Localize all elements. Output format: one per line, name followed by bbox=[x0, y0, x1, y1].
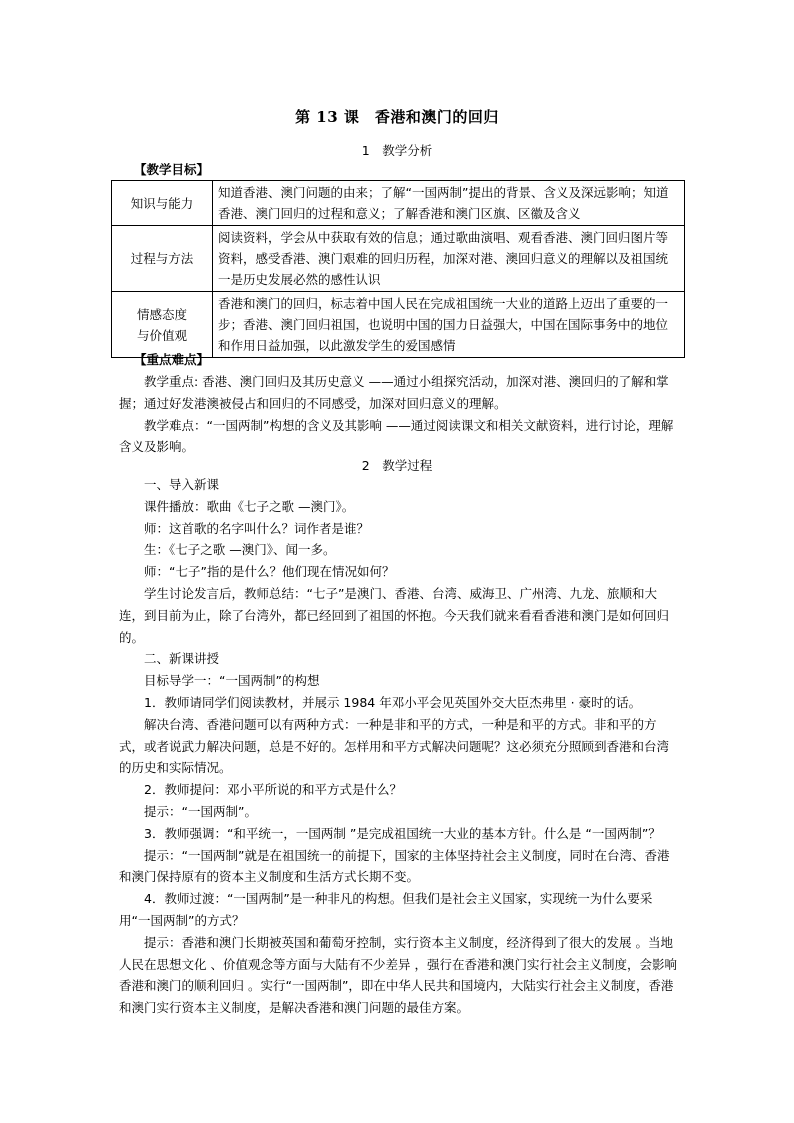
goals-head-emotion-line1: 情感态度 bbox=[136, 306, 187, 322]
goals-head-emotion bbox=[112, 292, 213, 358]
process-paragraph: 师：这首歌的名字叫什么？词作者是谁？ bbox=[144, 520, 370, 536]
table-row bbox=[112, 292, 685, 358]
process-paragraph: 提示：香港和澳门长期被英国和葡萄牙控制，实行资本主义制度，经济得到了很大的发展 。当地人民在思想文化 、价值观念等方面与大陆有不少差异 ，强行在香港和澳门实行社会主义制度，会影响香港和澳门的顺利回归 。实行“一国两制”，即在中华人民共和国境内，大陆实行社会主义制度，香港和澳门实行资本主义制度，是解决香港和澳门问题的最佳方案。 bbox=[119, 934, 677, 1016]
key-label: 【重点难点】 bbox=[134, 352, 210, 367]
process-paragraph: 1．教师请同学们阅读教材，并展示 1984 年邓小平会见英国外交大臣杰弗里 · 豪时的话。 bbox=[144, 694, 642, 710]
goals-head-emotion-line2: 与价值观 bbox=[136, 327, 187, 343]
section-heading-process: 2 教学过程 bbox=[361, 458, 433, 473]
process-paragraph: 提示：“一国两制”。 bbox=[144, 803, 257, 819]
goals-head-knowledge: 知识与能力 bbox=[112, 181, 213, 226]
goals-content-emotion: 香港和澳门的回归，标志着中国人民在完成祖国统一大业的道路上迈出了重要的一步；香港、澳门回归祖国，也说明中国的国力日益强大，中国在国际事务中的地位和作用日益加强，以此激发学生的爱国感情 bbox=[213, 292, 685, 358]
process-paragraph: 3．教师强调：“和平统一，一国两制 ”是完成祖国统一大业的基本方针。什么是 “一国两制”？ bbox=[144, 825, 661, 841]
goals-label: 【教学目标】 bbox=[134, 162, 210, 177]
process-paragraph: 师：“七子”指的是什么？他们现在情况如何？ bbox=[144, 564, 395, 580]
process-paragraph: 课件播放：歌曲《七子之歌 —澳门》。 bbox=[144, 498, 355, 514]
key-points-block bbox=[119, 371, 679, 458]
key-paragraph-focus: 教学重点: 香港、澳门回归及其历史意义 ——通过小组探究活动，加深对港、澳回归的了解和掌握；通过好发港澳被侵占和回归的不同感受，加深对回归意义的理解。 bbox=[119, 374, 669, 411]
section-heading-analysis: 1 教学分析 bbox=[361, 143, 433, 158]
key-paragraph-difficulty: 教学难点：“一国两制”构想的含义及其影响 ——通过阅读课文和相关文献资料，进行讨论，理解含义及影响。 bbox=[119, 417, 674, 455]
goals-content-process: 阅读资料，学会从中获取有效的信息；通过歌曲演唱、观看香港、澳门回归图片等资料，感受香港、澳门艰难的回归历程，加深对港、澳回归意义的理解以及祖国统一是历史发展必然的感性认识 bbox=[213, 226, 685, 292]
process-paragraph: 2．教师提问：邓小平所说的和平方式是什么？ bbox=[144, 782, 402, 798]
goals-head-process: 过程与方法 bbox=[112, 226, 213, 292]
process-paragraph: 一、导入新课 bbox=[144, 477, 220, 492]
table-row bbox=[112, 181, 685, 226]
process-block bbox=[119, 474, 679, 1019]
process-paragraph: 二、新课讲授 bbox=[144, 651, 220, 667]
process-paragraph: 学生讨论发言后，教师总结：“七子”是澳门、香港、台湾、威海卫、广州湾、九龙、旅顺和大连，到目前为止，除了台湾外，都已经回到了祖国的怀抱。今天我们就来看看香港和澳门是如何回归的。 bbox=[119, 585, 670, 645]
table-row bbox=[112, 226, 685, 292]
process-paragraph: 4．教师过渡：“一国两制”是一种非凡的构想。但我们是社会主义国家，实现统一为什么要采用“一国两制”的方式？ bbox=[119, 891, 653, 928]
process-paragraph: 目标导学一：“一国两制”的构想 bbox=[144, 673, 320, 689]
process-paragraph: 解决台湾、香港问题可以有两种方式：一种是非和平的方式，一种是和平的方式。非和平的方式，或者说武力解决问题，总是不好的。怎样用和平方式解决问题呢？这必须充分照顾到香港和台湾的历史和实际情况。 bbox=[119, 716, 670, 776]
goals-table bbox=[111, 180, 685, 358]
lesson-title: 第 13 课 香港和澳门的回归 bbox=[295, 108, 499, 126]
process-paragraph: 提示：“一国两制”就是在祖国统一的前提下，国家的主体坚持社会主义制度，同时在台湾、香港和澳门保持原有的资本主义制度和生活方式长期不变。 bbox=[119, 847, 670, 885]
goals-content-knowledge: 知道香港、澳门问题的由来；了解“一国两制”提出的背景、含义及深远影响；知道香港、澳门回归的过程和意义；了解香港和澳门区旗、区徽及含义 bbox=[213, 181, 685, 226]
process-paragraph: 生：《七子之歌 —澳门》、闻一多。 bbox=[144, 542, 336, 558]
